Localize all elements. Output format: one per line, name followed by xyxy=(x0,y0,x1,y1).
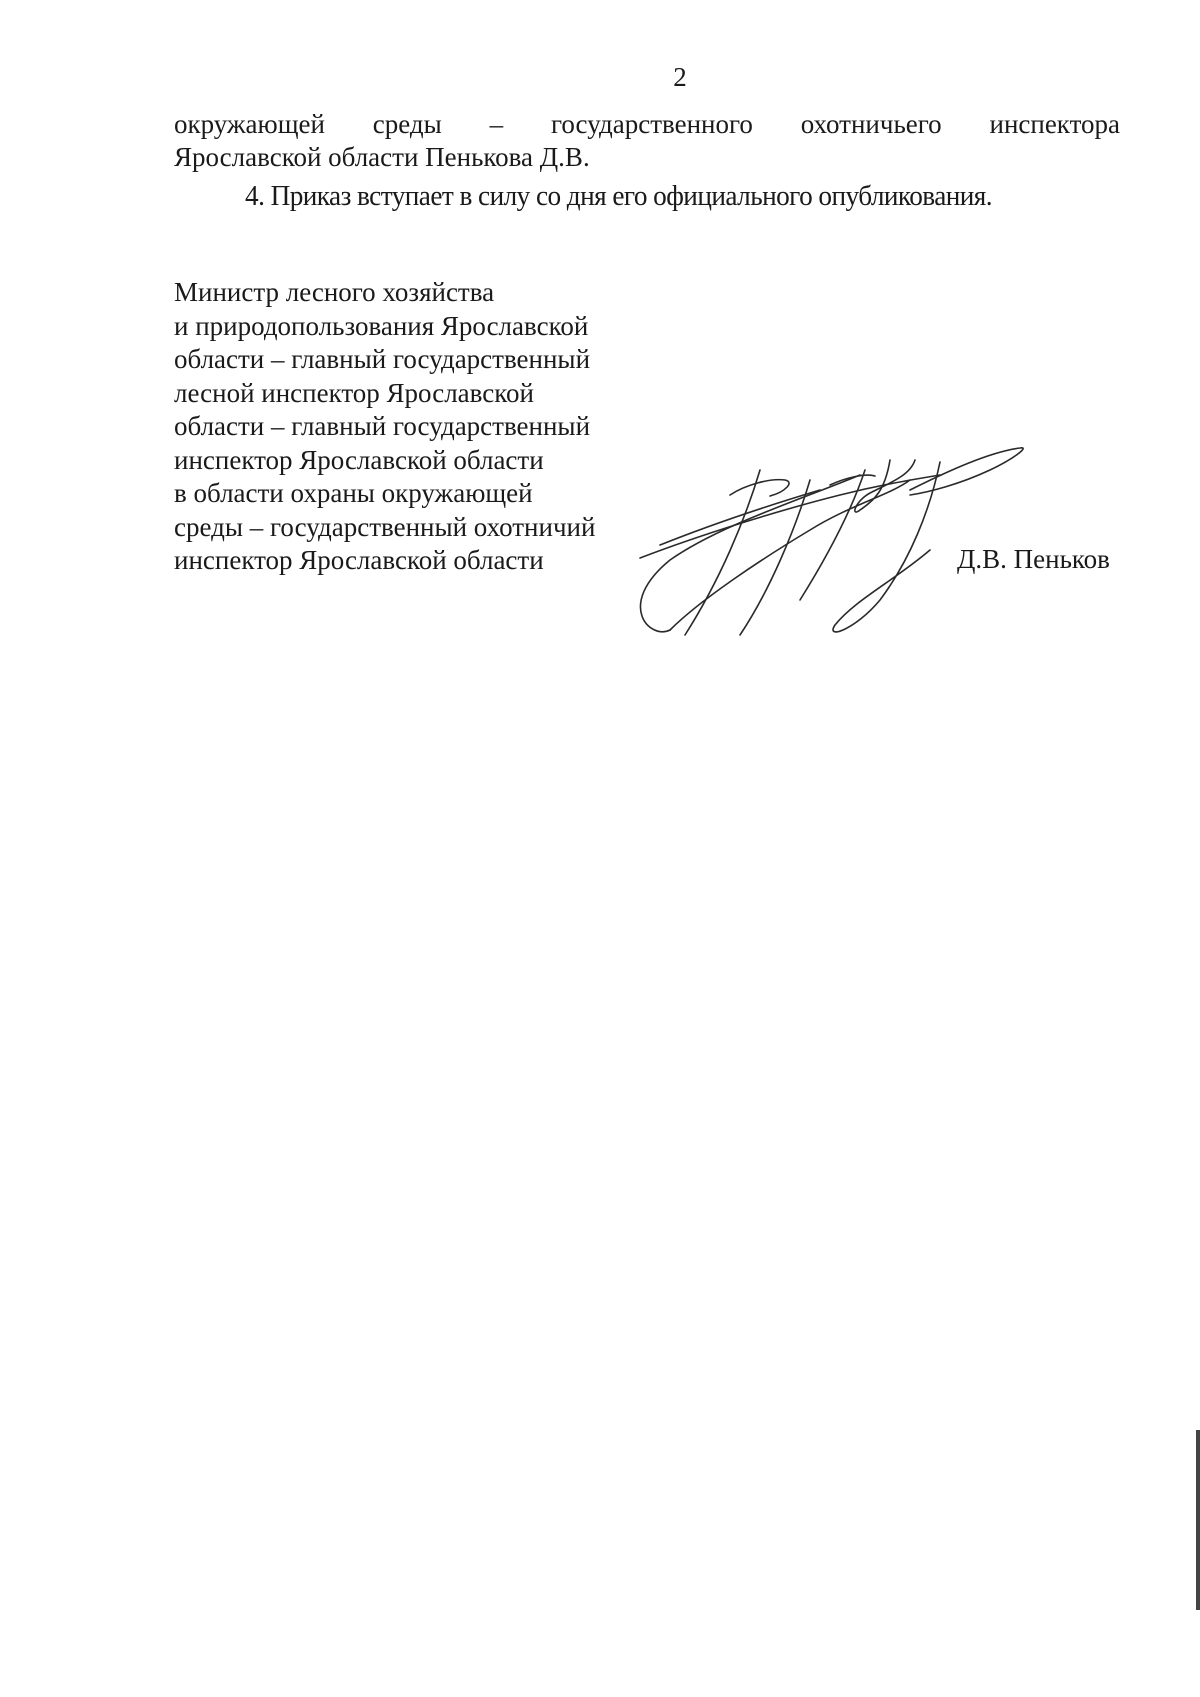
handwritten-signature xyxy=(610,440,1030,645)
signatory-name: Д.В. Пеньков xyxy=(957,544,1110,574)
signatory-title-line: в области охраны окружающей xyxy=(174,478,533,508)
continued-line-2: Ярославской области Пенькова Д.В. xyxy=(174,142,590,172)
continued-paragraph xyxy=(174,108,1120,174)
signatory-title-line: Министр лесного хозяйства xyxy=(174,277,495,307)
scan-edge-mark xyxy=(1196,1430,1200,1610)
signatory-title-line: среды – государственный охотничий xyxy=(174,511,596,542)
paragraph-item-4: 4. Приказ вступает в силу со дня его официального опубликования. xyxy=(245,180,993,212)
signatory-title-line: и природопользования Ярославской xyxy=(174,310,589,341)
signatory-title-line: инспектор Ярославской области xyxy=(174,545,544,575)
signatory-title-line: инспектор Ярославской области xyxy=(174,444,544,475)
signatory-title-line: области – главный государственный xyxy=(174,344,591,374)
signatory-title-line: области – главный государственный xyxy=(174,411,591,441)
continued-line-1: окружающей среды – государственного охотничьего инспектора xyxy=(174,109,1120,139)
signatory-title-line: лесной инспектор Ярославской xyxy=(174,377,534,408)
page-number: 2 xyxy=(673,62,687,92)
